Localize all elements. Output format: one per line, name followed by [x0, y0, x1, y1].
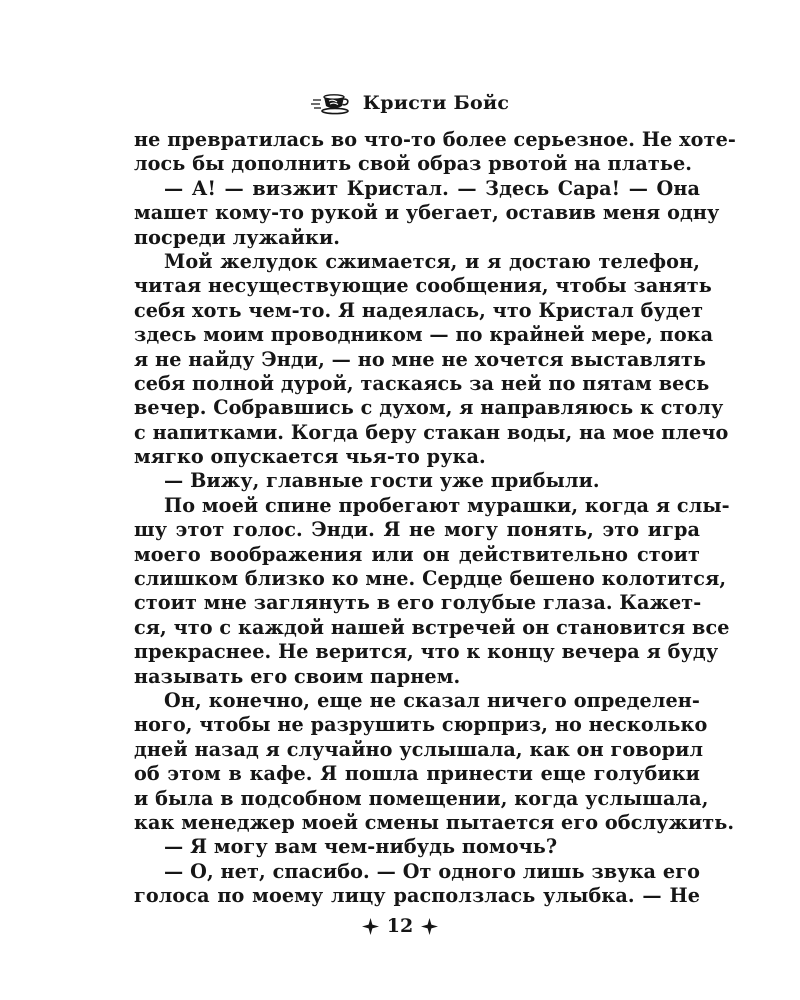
- body-text: [134, 128, 736, 909]
- star-icon: [362, 918, 379, 935]
- running-head-author: Кристи Бойс: [362, 92, 510, 114]
- text-line: стоит мне заглянуть в его голубые глаза. Кажет-: [134, 591, 702, 615]
- running-head-inner: [311, 91, 510, 115]
- text-line: и была в подсобном помещении, когда услышала,: [134, 786, 709, 810]
- text-line: об этом в кафе. Я пошла принести еще голубики: [134, 762, 700, 786]
- text-line: посреди лужайки.: [134, 225, 341, 249]
- text-line: вечер. Собравшись с духом, я направляюсь к столу: [134, 396, 724, 420]
- text-line: дней назад я случайно услышала, как он говорил: [134, 737, 704, 761]
- text-line: — Вижу, главные гости уже прибыли.: [164, 469, 600, 493]
- text-line: читая несуществующие сообщения, чтобы занять: [134, 274, 712, 298]
- text-line: прекраснее. Не верится, что к концу вечера я буду: [134, 640, 719, 664]
- text-line: Он, конечно, еще не сказал ничего определен-: [164, 688, 700, 712]
- text-line: голоса по моему лицу расползлась улыбка. — Не: [134, 884, 700, 908]
- text-line: как менеджер моей смены пытается его обслужить.: [134, 810, 735, 834]
- text-line: ного, чтобы не разрушить сюрприз, но несколько: [134, 713, 708, 737]
- text-line: себя хоть чем-то. Я надеялась, что Кристал будет: [134, 298, 704, 322]
- text-line: здесь моим проводником — по крайней мере, пока: [134, 323, 714, 347]
- text-line: машет кому-то рукой и убегает, оставив меня одну: [134, 201, 720, 225]
- text-line: шу этот голос. Энди. Я не могу понять, это игра: [134, 518, 700, 542]
- running-head: [0, 88, 800, 118]
- text-line: — А! — визжит Кристал. — Здесь Сара! — Она: [164, 176, 700, 200]
- star-icon: [421, 918, 438, 935]
- text-line: с напитками. Когда беру стакан воды, на мое плечо: [134, 420, 729, 444]
- text-line: По моей спине пробегают мурашки, когда я слы-: [164, 493, 730, 517]
- text-line: Мой желудок сжимается, и я достаю телефон,: [164, 249, 700, 273]
- teacup-icon: [311, 91, 351, 115]
- text-line: ся, что с каждой нашей встречей он становится все: [134, 615, 730, 639]
- text-line: — О, нет, спасибо. — От одного лишь звука его: [164, 859, 700, 883]
- text-line: я не найду Энди, — но мне не хочется выставлять: [134, 347, 706, 371]
- page-folio: [0, 912, 800, 940]
- text-line: называть его своим парнем.: [134, 664, 461, 688]
- text-line: себя полной дурой, таскаясь за ней по пятам весь: [134, 371, 710, 395]
- page-number: 12: [386, 915, 414, 937]
- text-line: лось бы дополнить свой образ рвотой на платье.: [134, 152, 693, 176]
- text-line: мягко опускается чья-то рука.: [134, 445, 486, 469]
- text-line: моего воображения или он действительно стоит: [134, 542, 700, 566]
- text-line: не превратилась во что-то более серьезное. Не хоте-: [134, 128, 736, 151]
- text-line: — Я могу вам чем-нибудь помочь?: [164, 835, 558, 859]
- text-line: слишком близко ко мне. Сердце бешено колотится,: [134, 567, 727, 591]
